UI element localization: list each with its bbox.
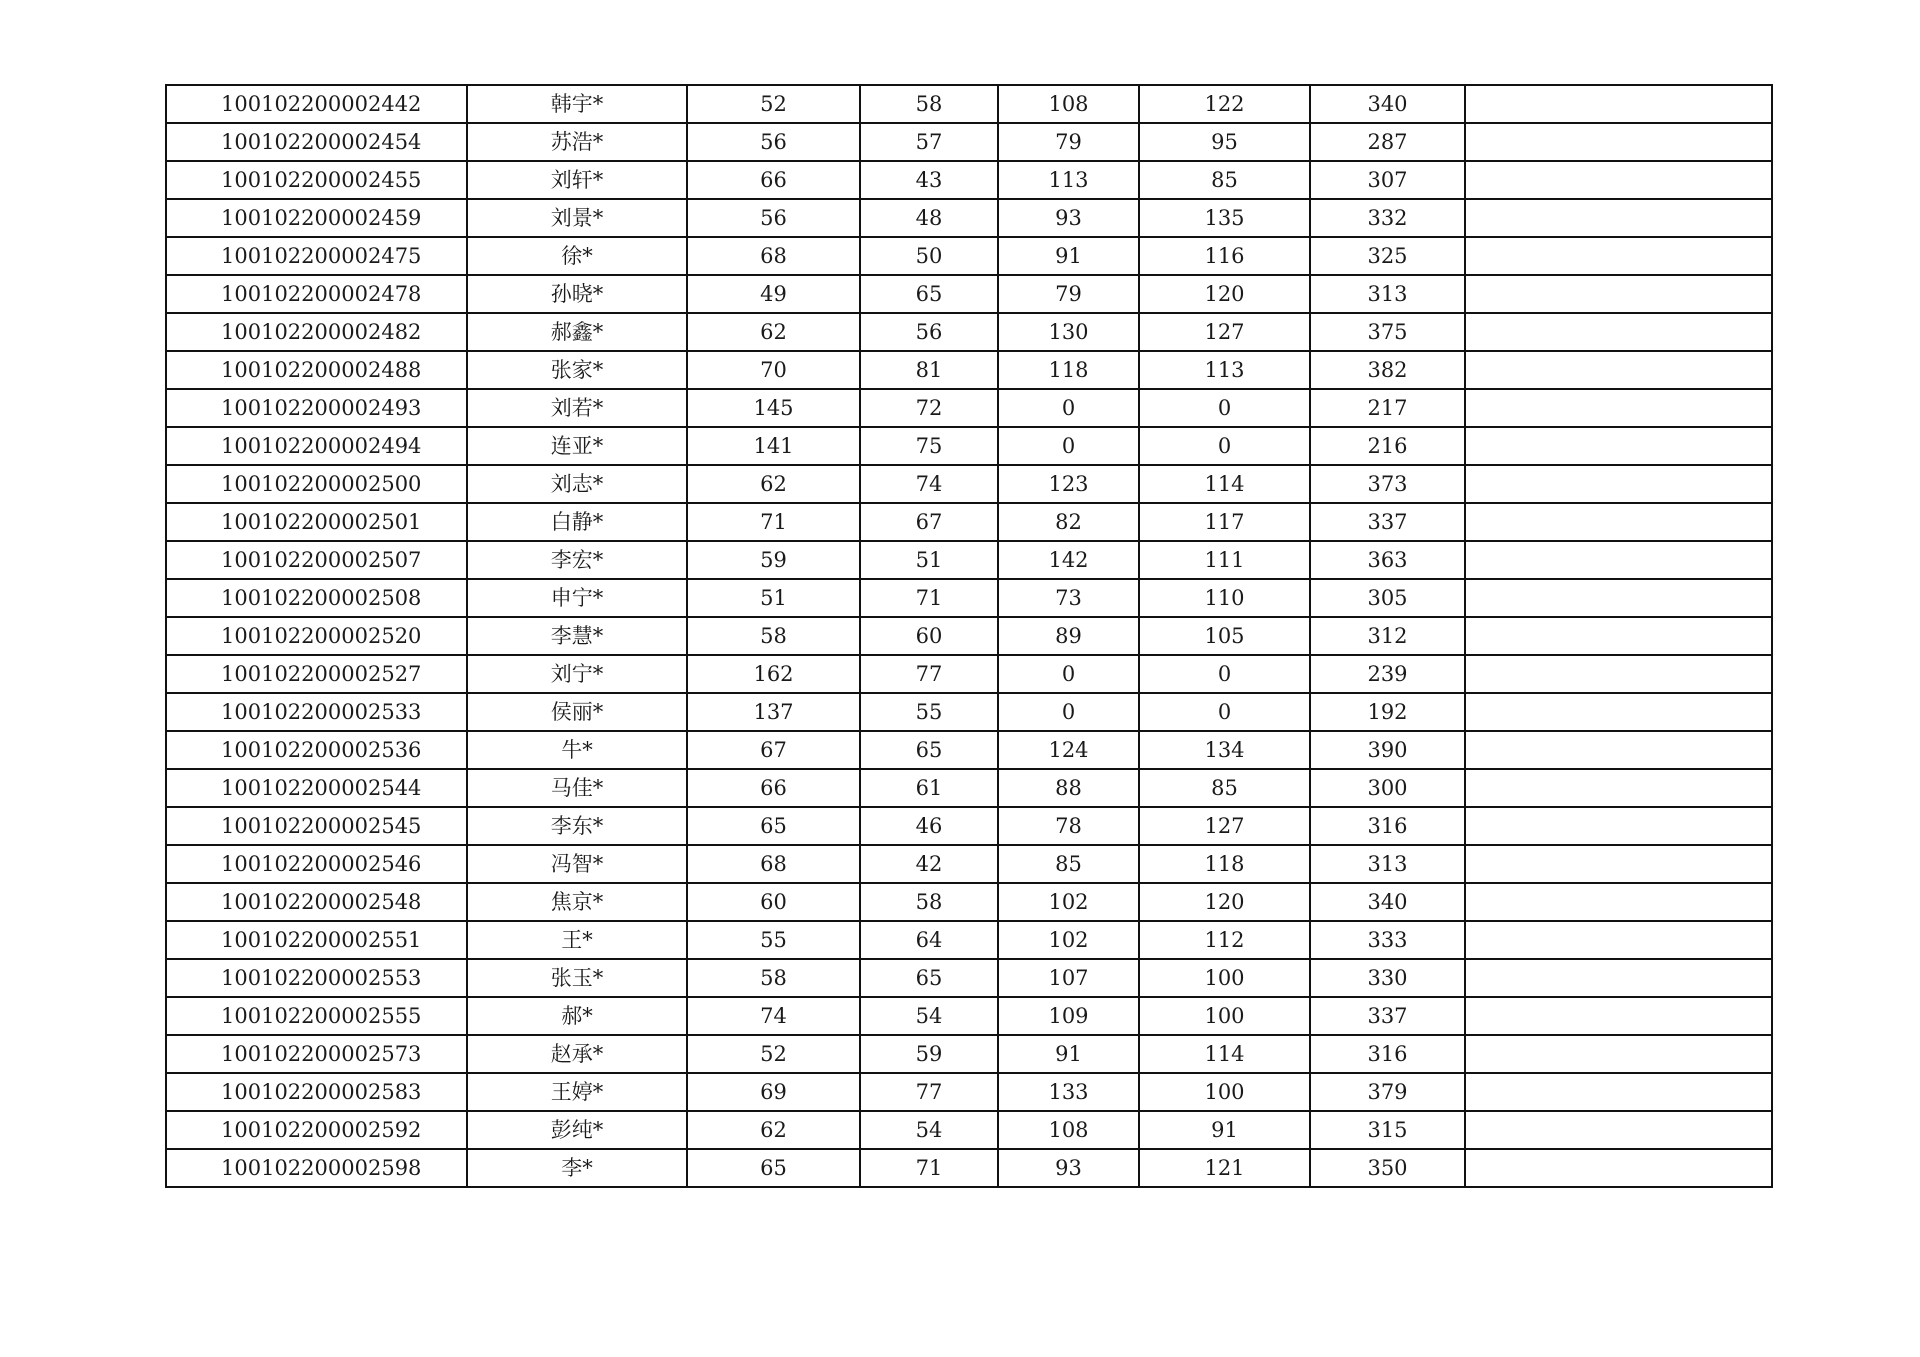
candidate-id-cell: 100102200002536 <box>166 731 467 769</box>
score-3-cell: 108 <box>998 1111 1139 1149</box>
score-3-cell: 0 <box>998 427 1139 465</box>
total-score-cell: 373 <box>1310 465 1465 503</box>
score-3-cell: 107 <box>998 959 1139 997</box>
name-cell: 刘志* <box>467 465 687 503</box>
score-2-cell: 72 <box>860 389 998 427</box>
total-score-cell: 332 <box>1310 199 1465 237</box>
name-cell: 焦京* <box>467 883 687 921</box>
name-cell: 张家* <box>467 351 687 389</box>
score-1-cell: 56 <box>687 199 860 237</box>
score-2-cell: 60 <box>860 617 998 655</box>
score-4-cell: 134 <box>1139 731 1310 769</box>
score-2-cell: 42 <box>860 845 998 883</box>
table-row <box>166 655 1772 693</box>
table-row <box>166 731 1772 769</box>
name-cell: 孙晓* <box>467 275 687 313</box>
score-2-cell: 65 <box>860 731 998 769</box>
score-4-cell: 100 <box>1139 997 1310 1035</box>
score-1-cell: 66 <box>687 161 860 199</box>
score-4-cell: 116 <box>1139 237 1310 275</box>
table-row <box>166 845 1772 883</box>
remarks-cell <box>1465 199 1772 237</box>
score-4-cell: 120 <box>1139 883 1310 921</box>
score-4-cell: 120 <box>1139 275 1310 313</box>
remarks-cell <box>1465 883 1772 921</box>
table-row <box>166 1035 1772 1073</box>
table-row <box>166 959 1772 997</box>
name-cell: 刘宁* <box>467 655 687 693</box>
total-score-cell: 312 <box>1310 617 1465 655</box>
score-3-cell: 91 <box>998 237 1139 275</box>
score-4-cell: 121 <box>1139 1149 1310 1187</box>
total-score-cell: 307 <box>1310 161 1465 199</box>
score-2-cell: 65 <box>860 275 998 313</box>
score-1-cell: 51 <box>687 579 860 617</box>
candidate-id-cell: 100102200002553 <box>166 959 467 997</box>
score-3-cell: 82 <box>998 503 1139 541</box>
name-cell: 李宏* <box>467 541 687 579</box>
score-4-cell: 122 <box>1139 85 1310 123</box>
table-row <box>166 579 1772 617</box>
table-row <box>166 807 1772 845</box>
total-score-cell: 363 <box>1310 541 1465 579</box>
table-row <box>166 693 1772 731</box>
total-score-cell: 315 <box>1310 1111 1465 1149</box>
score-3-cell: 88 <box>998 769 1139 807</box>
remarks-cell <box>1465 579 1772 617</box>
total-score-cell: 313 <box>1310 845 1465 883</box>
candidate-id-cell: 100102200002459 <box>166 199 467 237</box>
score-1-cell: 49 <box>687 275 860 313</box>
name-cell: 韩宇* <box>467 85 687 123</box>
remarks-cell <box>1465 1073 1772 1111</box>
score-1-cell: 59 <box>687 541 860 579</box>
remarks-cell <box>1465 807 1772 845</box>
name-cell: 徐* <box>467 237 687 275</box>
table-row <box>166 617 1772 655</box>
remarks-cell <box>1465 541 1772 579</box>
score-2-cell: 59 <box>860 1035 998 1073</box>
remarks-cell <box>1465 769 1772 807</box>
score-4-cell: 0 <box>1139 389 1310 427</box>
remarks-cell <box>1465 389 1772 427</box>
score-4-cell: 85 <box>1139 161 1310 199</box>
score-3-cell: 124 <box>998 731 1139 769</box>
remarks-cell <box>1465 731 1772 769</box>
candidate-id-cell: 100102200002573 <box>166 1035 467 1073</box>
candidate-id-cell: 100102200002598 <box>166 1149 467 1187</box>
candidate-id-cell: 100102200002527 <box>166 655 467 693</box>
score-4-cell: 127 <box>1139 807 1310 845</box>
score-3-cell: 93 <box>998 199 1139 237</box>
score-2-cell: 56 <box>860 313 998 351</box>
score-1-cell: 66 <box>687 769 860 807</box>
candidate-id-cell: 100102200002555 <box>166 997 467 1035</box>
score-3-cell: 89 <box>998 617 1139 655</box>
score-4-cell: 0 <box>1139 655 1310 693</box>
candidate-id-cell: 100102200002551 <box>166 921 467 959</box>
score-4-cell: 111 <box>1139 541 1310 579</box>
name-cell: 王婷* <box>467 1073 687 1111</box>
candidate-id-cell: 100102200002544 <box>166 769 467 807</box>
score-2-cell: 74 <box>860 465 998 503</box>
name-cell: 连亚* <box>467 427 687 465</box>
score-4-cell: 113 <box>1139 351 1310 389</box>
score-3-cell: 108 <box>998 85 1139 123</box>
total-score-cell: 316 <box>1310 807 1465 845</box>
remarks-cell <box>1465 351 1772 389</box>
total-score-cell: 192 <box>1310 693 1465 731</box>
score-4-cell: 114 <box>1139 1035 1310 1073</box>
score-2-cell: 64 <box>860 921 998 959</box>
score-3-cell: 109 <box>998 997 1139 1035</box>
name-cell: 刘若* <box>467 389 687 427</box>
total-score-cell: 337 <box>1310 503 1465 541</box>
remarks-cell <box>1465 1035 1772 1073</box>
score-1-cell: 65 <box>687 1149 860 1187</box>
total-score-cell: 379 <box>1310 1073 1465 1111</box>
total-score-cell: 330 <box>1310 959 1465 997</box>
score-2-cell: 58 <box>860 85 998 123</box>
score-2-cell: 61 <box>860 769 998 807</box>
score-3-cell: 102 <box>998 921 1139 959</box>
table-row <box>166 465 1772 503</box>
score-4-cell: 91 <box>1139 1111 1310 1149</box>
remarks-cell <box>1465 921 1772 959</box>
score-2-cell: 55 <box>860 693 998 731</box>
score-1-cell: 74 <box>687 997 860 1035</box>
candidate-id-cell: 100102200002520 <box>166 617 467 655</box>
score-4-cell: 110 <box>1139 579 1310 617</box>
table-body <box>166 85 1772 1187</box>
score-table <box>165 84 1773 1188</box>
total-score-cell: 340 <box>1310 85 1465 123</box>
score-1-cell: 55 <box>687 921 860 959</box>
score-4-cell: 0 <box>1139 693 1310 731</box>
candidate-id-cell: 100102200002546 <box>166 845 467 883</box>
remarks-cell <box>1465 161 1772 199</box>
name-cell: 彭纯* <box>467 1111 687 1149</box>
score-3-cell: 142 <box>998 541 1139 579</box>
total-score-cell: 313 <box>1310 275 1465 313</box>
remarks-cell <box>1465 1111 1772 1149</box>
score-2-cell: 54 <box>860 1111 998 1149</box>
remarks-cell <box>1465 465 1772 503</box>
table-row <box>166 85 1772 123</box>
name-cell: 郝* <box>467 997 687 1035</box>
score-1-cell: 68 <box>687 237 860 275</box>
score-1-cell: 56 <box>687 123 860 161</box>
name-cell: 侯丽* <box>467 693 687 731</box>
remarks-cell <box>1465 313 1772 351</box>
table-row <box>166 1073 1772 1111</box>
score-2-cell: 67 <box>860 503 998 541</box>
total-score-cell: 325 <box>1310 237 1465 275</box>
score-3-cell: 0 <box>998 693 1139 731</box>
score-2-cell: 48 <box>860 199 998 237</box>
candidate-id-cell: 100102200002501 <box>166 503 467 541</box>
table-row <box>166 237 1772 275</box>
score-3-cell: 0 <box>998 389 1139 427</box>
score-3-cell: 78 <box>998 807 1139 845</box>
name-cell: 郝鑫* <box>467 313 687 351</box>
candidate-id-cell: 100102200002592 <box>166 1111 467 1149</box>
score-3-cell: 0 <box>998 655 1139 693</box>
score-1-cell: 65 <box>687 807 860 845</box>
score-3-cell: 85 <box>998 845 1139 883</box>
table-row <box>166 427 1772 465</box>
candidate-id-cell: 100102200002488 <box>166 351 467 389</box>
score-1-cell: 62 <box>687 465 860 503</box>
score-1-cell: 162 <box>687 655 860 693</box>
candidate-id-cell: 100102200002493 <box>166 389 467 427</box>
score-1-cell: 141 <box>687 427 860 465</box>
total-score-cell: 390 <box>1310 731 1465 769</box>
score-2-cell: 65 <box>860 959 998 997</box>
table-row <box>166 351 1772 389</box>
score-4-cell: 100 <box>1139 1073 1310 1111</box>
score-2-cell: 75 <box>860 427 998 465</box>
name-cell: 赵承* <box>467 1035 687 1073</box>
score-4-cell: 127 <box>1139 313 1310 351</box>
score-1-cell: 71 <box>687 503 860 541</box>
score-1-cell: 52 <box>687 85 860 123</box>
score-3-cell: 91 <box>998 1035 1139 1073</box>
candidate-id-cell: 100102200002508 <box>166 579 467 617</box>
score-3-cell: 93 <box>998 1149 1139 1187</box>
total-score-cell: 375 <box>1310 313 1465 351</box>
remarks-cell <box>1465 997 1772 1035</box>
remarks-cell <box>1465 275 1772 313</box>
name-cell: 王* <box>467 921 687 959</box>
score-2-cell: 50 <box>860 237 998 275</box>
table-row <box>166 275 1772 313</box>
name-cell: 张玉* <box>467 959 687 997</box>
score-1-cell: 60 <box>687 883 860 921</box>
total-score-cell: 337 <box>1310 997 1465 1035</box>
candidate-id-cell: 100102200002494 <box>166 427 467 465</box>
score-3-cell: 118 <box>998 351 1139 389</box>
table-row <box>166 199 1772 237</box>
candidate-id-cell: 100102200002455 <box>166 161 467 199</box>
score-1-cell: 70 <box>687 351 860 389</box>
score-3-cell: 79 <box>998 123 1139 161</box>
remarks-cell <box>1465 85 1772 123</box>
score-4-cell: 112 <box>1139 921 1310 959</box>
name-cell: 刘景* <box>467 199 687 237</box>
remarks-cell <box>1465 655 1772 693</box>
remarks-cell <box>1465 617 1772 655</box>
candidate-id-cell: 100102200002533 <box>166 693 467 731</box>
remarks-cell <box>1465 427 1772 465</box>
total-score-cell: 316 <box>1310 1035 1465 1073</box>
score-2-cell: 77 <box>860 1073 998 1111</box>
candidate-id-cell: 100102200002548 <box>166 883 467 921</box>
total-score-cell: 216 <box>1310 427 1465 465</box>
name-cell: 马佳* <box>467 769 687 807</box>
table-row <box>166 883 1772 921</box>
score-2-cell: 71 <box>860 1149 998 1187</box>
score-3-cell: 133 <box>998 1073 1139 1111</box>
score-3-cell: 130 <box>998 313 1139 351</box>
score-4-cell: 114 <box>1139 465 1310 503</box>
table-row <box>166 123 1772 161</box>
remarks-cell <box>1465 693 1772 731</box>
score-4-cell: 117 <box>1139 503 1310 541</box>
total-score-cell: 287 <box>1310 123 1465 161</box>
score-1-cell: 145 <box>687 389 860 427</box>
total-score-cell: 333 <box>1310 921 1465 959</box>
score-4-cell: 135 <box>1139 199 1310 237</box>
score-2-cell: 54 <box>860 997 998 1035</box>
table-row <box>166 313 1772 351</box>
candidate-id-cell: 100102200002507 <box>166 541 467 579</box>
name-cell: 刘轩* <box>467 161 687 199</box>
name-cell: 申宁* <box>467 579 687 617</box>
total-score-cell: 340 <box>1310 883 1465 921</box>
remarks-cell <box>1465 123 1772 161</box>
score-1-cell: 62 <box>687 313 860 351</box>
table-row <box>166 769 1772 807</box>
name-cell: 牛* <box>467 731 687 769</box>
score-1-cell: 69 <box>687 1073 860 1111</box>
score-3-cell: 123 <box>998 465 1139 503</box>
remarks-cell <box>1465 237 1772 275</box>
candidate-id-cell: 100102200002454 <box>166 123 467 161</box>
score-1-cell: 62 <box>687 1111 860 1149</box>
table-row <box>166 921 1772 959</box>
score-1-cell: 52 <box>687 1035 860 1073</box>
name-cell: 冯智* <box>467 845 687 883</box>
score-2-cell: 77 <box>860 655 998 693</box>
score-2-cell: 71 <box>860 579 998 617</box>
remarks-cell <box>1465 959 1772 997</box>
table-row <box>166 1111 1772 1149</box>
table-row <box>166 161 1772 199</box>
score-4-cell: 105 <box>1139 617 1310 655</box>
remarks-cell <box>1465 845 1772 883</box>
score-2-cell: 43 <box>860 161 998 199</box>
score-1-cell: 137 <box>687 693 860 731</box>
total-score-cell: 350 <box>1310 1149 1465 1187</box>
score-3-cell: 73 <box>998 579 1139 617</box>
table-row <box>166 389 1772 427</box>
score-1-cell: 58 <box>687 617 860 655</box>
table-row <box>166 1149 1772 1187</box>
candidate-id-cell: 100102200002482 <box>166 313 467 351</box>
score-2-cell: 57 <box>860 123 998 161</box>
total-score-cell: 239 <box>1310 655 1465 693</box>
score-4-cell: 100 <box>1139 959 1310 997</box>
total-score-cell: 217 <box>1310 389 1465 427</box>
name-cell: 苏浩* <box>467 123 687 161</box>
table-row <box>166 541 1772 579</box>
score-1-cell: 68 <box>687 845 860 883</box>
score-2-cell: 46 <box>860 807 998 845</box>
candidate-id-cell: 100102200002500 <box>166 465 467 503</box>
table-row <box>166 503 1772 541</box>
candidate-id-cell: 100102200002545 <box>166 807 467 845</box>
score-4-cell: 95 <box>1139 123 1310 161</box>
candidate-id-cell: 100102200002442 <box>166 85 467 123</box>
score-2-cell: 58 <box>860 883 998 921</box>
score-2-cell: 81 <box>860 351 998 389</box>
remarks-cell <box>1465 503 1772 541</box>
table-row <box>166 997 1772 1035</box>
name-cell: 李东* <box>467 807 687 845</box>
name-cell: 白静* <box>467 503 687 541</box>
score-1-cell: 67 <box>687 731 860 769</box>
candidate-id-cell: 100102200002478 <box>166 275 467 313</box>
candidate-id-cell: 100102200002475 <box>166 237 467 275</box>
score-1-cell: 58 <box>687 959 860 997</box>
score-3-cell: 79 <box>998 275 1139 313</box>
name-cell: 李慧* <box>467 617 687 655</box>
score-3-cell: 113 <box>998 161 1139 199</box>
score-2-cell: 51 <box>860 541 998 579</box>
remarks-cell <box>1465 1149 1772 1187</box>
score-3-cell: 102 <box>998 883 1139 921</box>
name-cell: 李* <box>467 1149 687 1187</box>
total-score-cell: 382 <box>1310 351 1465 389</box>
score-4-cell: 0 <box>1139 427 1310 465</box>
total-score-cell: 305 <box>1310 579 1465 617</box>
score-4-cell: 118 <box>1139 845 1310 883</box>
candidate-id-cell: 100102200002583 <box>166 1073 467 1111</box>
score-4-cell: 85 <box>1139 769 1310 807</box>
total-score-cell: 300 <box>1310 769 1465 807</box>
